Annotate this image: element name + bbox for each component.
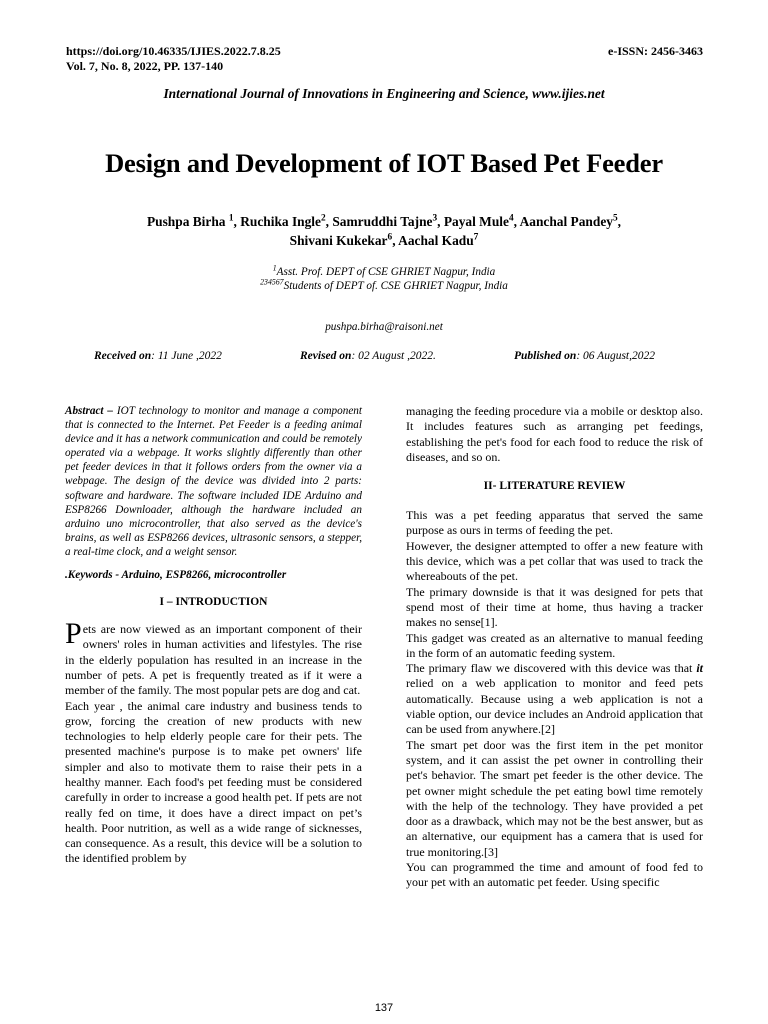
lit-paragraph-5 xyxy=(406,661,703,737)
revised-date xyxy=(300,350,436,362)
affiliations xyxy=(0,265,768,293)
literature-heading: II- LITERATURE REVIEW xyxy=(483,480,626,493)
published-value: : 06 August,2022 xyxy=(576,350,656,362)
author-affiliation-marker: 6 xyxy=(387,232,393,243)
author-affiliation-marker: 3 xyxy=(432,213,438,224)
lit-paragraph-4: This gadget was created as an alternative to manual feeding in the form of an automatic feeding system. xyxy=(406,630,703,660)
volume-info: Vol. 7, No. 8, 2022, PP. 137-140 xyxy=(66,59,224,73)
intro-paragraph-1 xyxy=(65,617,362,698)
author-affiliation-marker: 7 xyxy=(473,232,479,243)
doi-link[interactable]: https://doi.org/10.46335/IJIES.2022.7.8.25 xyxy=(66,44,281,58)
author-affiliation-marker: 5 xyxy=(612,213,618,224)
lit-paragraph-6: The smart pet door was the first item in the pet monitor system, and it can assist the pet owner in controlling their pet's behavior. The smart pet feeder is the other device. The pet owner might schedule the pet eating bowl time remotely with the help of the technology. They have provided a pet door as a drawback, which may not be the best answer, but as an alternative, our equipment has a camera that is used for true monitoring.[3] xyxy=(406,737,703,859)
author-name: , Samruddhi Tajne xyxy=(325,214,433,229)
authors-line-1 xyxy=(0,212,768,231)
received-label: Received on xyxy=(94,350,152,362)
journal-name: International Journal of Innovations in Engineering and Science, www.ijies.net xyxy=(163,86,605,101)
author-affiliation-marker: 4 xyxy=(508,213,514,224)
author-affiliation-marker: 1 xyxy=(228,213,234,224)
lit-paragraph-7: You can programmed the time and amount of food fed to your pet with an automatic pet feeder. Using specific xyxy=(406,860,703,890)
abstract-text: IOT technology to monitor and manage a component that is connected to the Internet. Pet Feeder is a feeding animal device and it has a network communication and could be remotely operated via a webpage. It works slightly differently than other pet feeder devices in that it follows orders from the owner via a webpage. The design of the device was divided into 2 parts: software and hardware. The software included IDE Arduino and ESP8266 Downloader, although the hardware included an arduino uno microcontroller, that also served as the device's brains, as well as ESP8266 devices, ultrasonic sensors, a stepper, a real-time clock, and a weight sensor. xyxy=(65,405,362,558)
lit-paragraph-5-emphasis: it xyxy=(696,661,703,676)
drop-cap: P xyxy=(65,617,82,651)
left-column xyxy=(65,404,362,867)
intro-paragraph-1-text: ets are now viewed as an important component of their owners' roles in human activities and lifestyles. The rise in the elderly population has resulted in an increase in the number of pets. A pet is frequently treated as if it were a member of the family. The most popular pets are dog and cat. xyxy=(65,622,362,698)
affiliation-1-sup: 1 xyxy=(272,263,277,273)
received-date xyxy=(94,350,222,362)
received-value: : 11 June ,2022 xyxy=(151,350,222,362)
lit-paragraph-3: The primary downside is that it was designed for pets that spend most of their time at home, thus having a tracker makes no sense[1]. xyxy=(406,584,703,630)
author-name: Shivani Kukekar xyxy=(289,233,388,248)
paper-title: Design and Development of IOT Based Pet Feeder xyxy=(105,148,663,178)
published-label: Published on xyxy=(514,350,577,362)
lit-paragraph-5-start: The primary flaw we discovered with this device was that xyxy=(406,661,697,676)
affiliation-1-text: Asst. Prof. DEPT of CSE GHRIET Nagpur, India xyxy=(276,266,496,278)
lit-paragraph-1: This was a pet feeding apparatus that served the same purpose as ours in terms of feeding the pet. xyxy=(406,508,703,538)
header-left xyxy=(66,44,281,74)
authors-line-2 xyxy=(0,231,768,250)
affiliation-2 xyxy=(0,279,768,293)
contact-email[interactable]: pushpa.birha@raisoni.net xyxy=(325,321,443,333)
intro-continued: managing the feeding procedure via a mobile or desktop also. It includes features such as arranging pet feedings, establishing the pet's food for each food to reduce the risk of diseases, and so on. xyxy=(406,404,703,464)
revised-label: Revised on xyxy=(300,350,352,362)
abstract xyxy=(65,404,362,559)
lit-paragraph-5-end: relied on a web application to monitor and feed pets automatically. Because using a web application is not a viable option, our device includes an Android application that can be used from anywhere.[2] xyxy=(406,676,703,737)
intro-paragraph-2: Each year , the animal care industry and business tends to grow, forcing the creation of new products with new technologies to help elderly people care for their pets. The presented machine's purpose is to make pet owners' life simpler and also to motivate them to raise their pets in a healthy manner. Each food's pet feeding must be considered carefully in order to increase a good health pet. If pets are not really fed on time, it does have a direct impact on pet’s health. Poor nutrition, as well as a wide range of sicknesses, can consequence. As a result, this device will be a solution to the identified problem by xyxy=(65,698,362,866)
abstract-label: Abstract – xyxy=(65,405,114,417)
author-affiliation-marker: 2 xyxy=(320,213,326,224)
affiliation-1 xyxy=(0,265,768,279)
author-name: , Payal Mule xyxy=(437,214,509,229)
right-column xyxy=(406,404,703,891)
affiliation-2-text: Students of DEPT of. CSE GHRIET Nagpur, India xyxy=(283,280,508,292)
author-name: , Aachal Kadu xyxy=(392,233,474,248)
keywords: .Keywords - Arduino, ESP8266, microcontroller xyxy=(65,569,287,582)
author-name: Pushpa Birha xyxy=(146,214,229,229)
author-name: , Ruchika Ingle xyxy=(233,214,321,229)
author-name: , Aanchal Pandey xyxy=(513,214,613,229)
author-list xyxy=(0,212,768,250)
author-name: , xyxy=(617,214,622,229)
issn: e-ISSN: 2456-3463 xyxy=(608,44,703,58)
published-date xyxy=(514,350,655,362)
revised-value: : 02 August ,2022. xyxy=(351,350,436,362)
affiliation-2-sup: 234567 xyxy=(260,277,284,287)
page-number: 137 xyxy=(374,1002,394,1014)
intro-heading: I – INTRODUCTION xyxy=(159,596,268,609)
lit-paragraph-2: However, the designer attempted to offer a new feature with this device, which was a pet collar that was used to track the whereabouts of the pet. xyxy=(406,538,703,584)
